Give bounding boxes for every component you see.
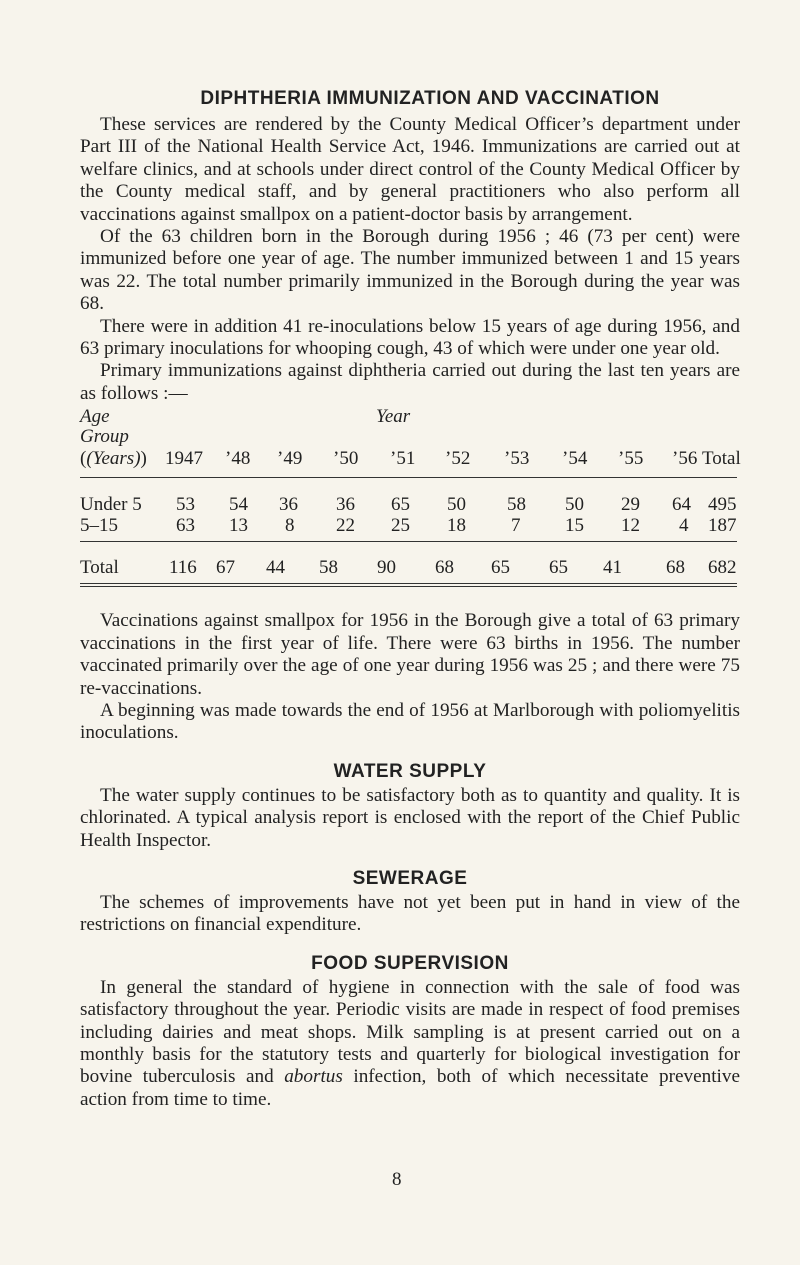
table-cell: 7 — [511, 515, 521, 537]
col-header: ’50 — [333, 448, 359, 470]
total-cell: 41 — [603, 557, 622, 579]
paragraph-poliomyelitis: A beginning was made towards the end of 1956 at Marlborough with poliomyelitis inoculations. — [80, 699, 740, 744]
table-bottom-rule — [80, 583, 737, 584]
immunization-table — [80, 405, 740, 610]
paragraph-food — [80, 977, 740, 1111]
food-text-a: In general the standard of hygiene in connection with the sale of food was satisfactory throughout the year. Periodic visits are made in respect of food premises including dairies and meat shops. Milk sampling is at present carried out on a monthly basis for the statutory tests and quarterly for biological investigation for bovine tuberculosis and — [80, 976, 740, 1088]
table-cell: 36 — [336, 494, 355, 516]
table-cell: 64 — [672, 494, 691, 516]
table-cell: 53 — [176, 494, 195, 516]
total-cell: 90 — [377, 557, 396, 579]
diphtheria-heading: DIPHTHERIA IMMUNIZATION AND VACCINATION — [200, 88, 660, 109]
table-cell: 13 — [229, 515, 248, 537]
total-cell: 67 — [216, 557, 235, 579]
col-header: ’49 — [277, 448, 303, 470]
paragraph-smallpox: Vaccinations against smallpox for 1956 in the Borough give a total of 63 primary vaccinations in the first year of life. There were 63 births in 1956. The number vaccinated primarily over the age of one year during 1956 was 25 ; and there were 75 re-vaccinations. — [80, 610, 740, 699]
page-number: 8 — [392, 1169, 402, 1190]
food-text-b: infection, both of which necessitate preventive action from time to time. — [80, 1066, 740, 1110]
age-label: Age — [80, 406, 110, 428]
table-cell: 18 — [447, 515, 466, 537]
paragraph-sewerage: The schemes of improvements have not yet been put in hand in view of the restrictions on financial expenditure. — [80, 891, 740, 936]
total-cell: 68 — [435, 557, 454, 579]
table-cell: 54 — [229, 494, 248, 516]
table-cell: 65 — [391, 494, 410, 516]
col-header: 1947 — [165, 448, 203, 470]
total-cell: 682 — [708, 557, 737, 579]
table-cell: 50 — [565, 494, 584, 516]
table-cell: 22 — [336, 515, 355, 537]
col-header: ’48 — [225, 448, 251, 470]
paragraph-reinoculations: There were in addition 41 re-inoculations below 15 years of age during 1956, and 63 primary inoculations for whooping cough, 43 of which were under one year old. — [80, 315, 740, 360]
col-header: ’55 — [618, 448, 644, 470]
food-supervision-heading: FOOD SUPERVISION — [311, 952, 509, 974]
total-cell: 65 — [549, 557, 568, 579]
table-cell: 63 — [176, 515, 195, 537]
food-text-abortus: abortus — [284, 1066, 343, 1088]
col-header: ’54 — [562, 448, 588, 470]
years-label: ((Years)) — [80, 448, 147, 470]
row-label: 5–15 — [80, 515, 118, 537]
table-cell: 29 — [621, 494, 640, 516]
table-cell: 4 — [679, 515, 689, 537]
table-cell: 12 — [621, 515, 640, 537]
table-rule — [80, 477, 737, 478]
col-header: ’53 — [504, 448, 530, 470]
total-cell: 44 — [266, 557, 285, 579]
paragraph-children-immunized: Of the 63 children born in the Borough during 1956 ; 46 (73 per cent) were immunized before one year of age. The number immunized between 1 and 15 years was 22. The total number primarily immunized in the Borough during the year was 68. — [80, 226, 740, 315]
table-cell: 25 — [391, 515, 410, 537]
table-cell: 187 — [708, 515, 737, 537]
total-cell: 58 — [319, 557, 338, 579]
col-header: ’51 — [390, 448, 416, 470]
table-cell: 8 — [285, 515, 295, 537]
total-cell: 116 — [169, 557, 197, 579]
total-label: Total — [80, 557, 119, 579]
table-cell: 58 — [507, 494, 526, 516]
total-cell: 68 — [666, 557, 685, 579]
total-cell: 65 — [491, 557, 510, 579]
col-header: ’52 — [445, 448, 471, 470]
table-rule — [80, 541, 737, 542]
table-cell: 495 — [708, 494, 737, 516]
paragraph-table-intro: Primary immunizations against diphtheria carried out during the last ten years are as follows :— — [80, 360, 740, 404]
water-supply-heading: WATER SUPPLY — [333, 760, 487, 782]
table-cell: 36 — [279, 494, 298, 516]
document-page — [80, 88, 740, 1111]
paragraph-services: These services are rendered by the County Medical Officer’s department under Part III of the National Health Service Act, 1946. Immunizations are carried out at welfare clinics, and at schools under direct control of the County Medical Officer by the County medical staff, and by general practitioners who also perform all vaccinations against smallpox on a patient-doctor basis by arrangement. — [80, 114, 740, 225]
sewerage-heading: SEWERAGE — [352, 867, 468, 889]
paragraph-water: The water supply continues to be satisfactory both as to quantity and quality. It is chlorinated. A typical analysis report is enclosed with the report of the Chief Public Health Inspector. — [80, 784, 740, 851]
col-header: Total — [702, 448, 741, 470]
col-header: ’56 — [672, 448, 698, 470]
years-label-text: (Years) — [86, 448, 141, 470]
group-label: Group — [80, 426, 129, 448]
table-cell: 15 — [565, 515, 584, 537]
table-cell: 50 — [447, 494, 466, 516]
year-label: Year — [376, 406, 411, 428]
row-label: Under 5 — [80, 494, 142, 516]
